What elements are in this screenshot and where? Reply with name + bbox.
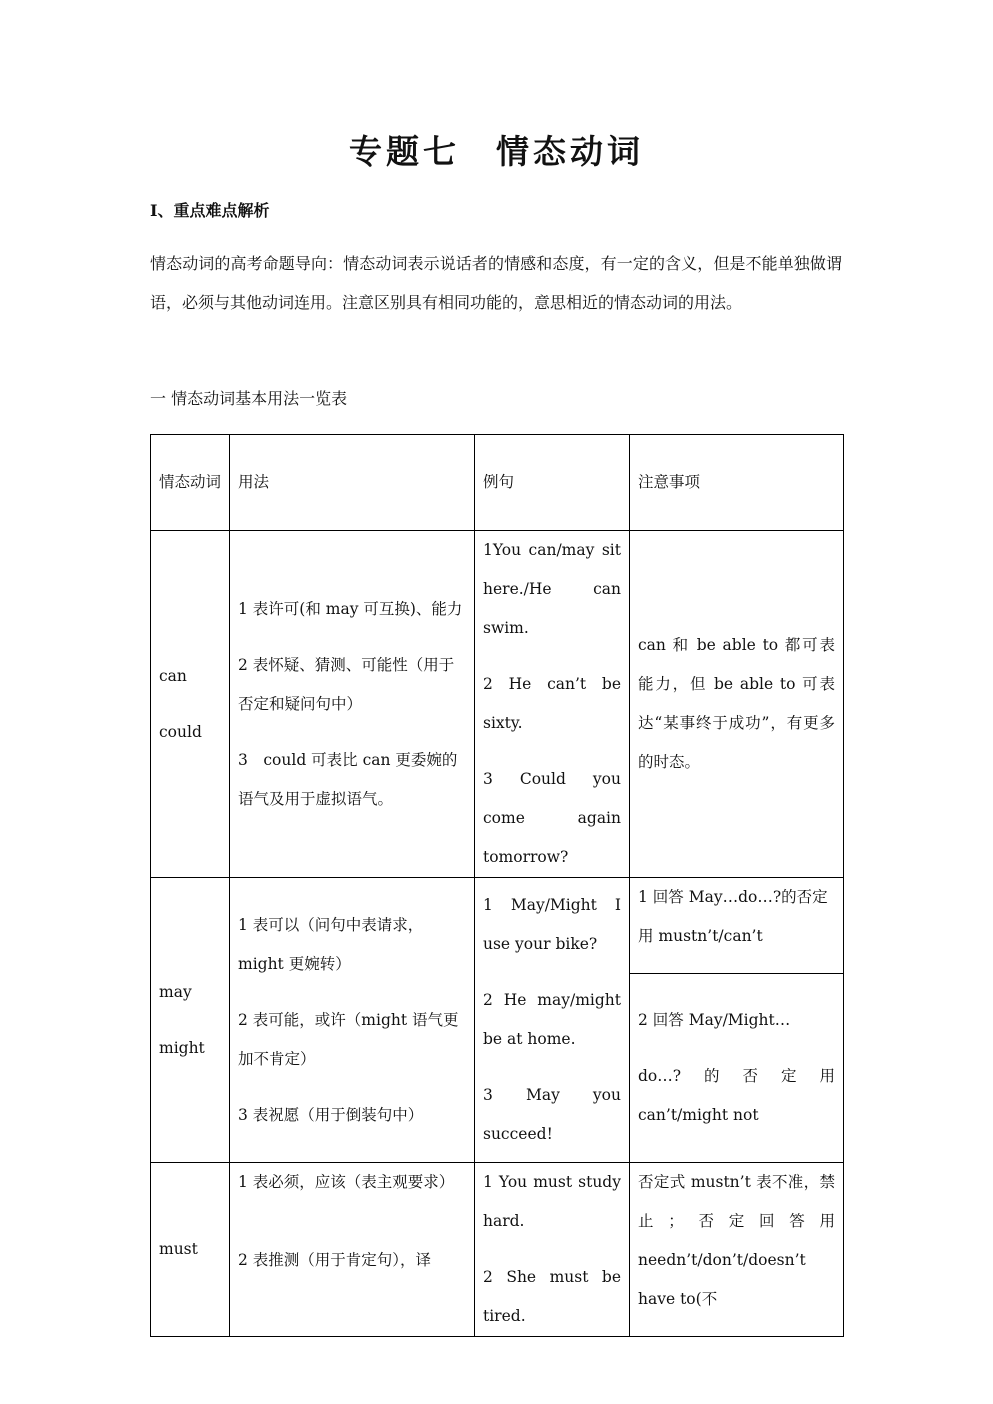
example-item: 1 You must study hard. [483,1173,621,1230]
table-header-row [151,435,844,531]
usage-item: 1 表必须，应该（表主观要求） [238,1173,455,1191]
example-item: 2 She must be tired. [483,1268,621,1325]
example-cell [475,531,630,878]
example-item: 2 He may/might be at home. [483,991,621,1048]
usage-item: 1 表可以（问句中表请求，might 更婉转） [238,915,424,973]
example-item: 1You can/may sit here./He can swim. [483,541,621,637]
verb: might [159,1038,205,1057]
verb-cell [151,878,230,1163]
verb: must [159,1240,198,1258]
note-cell [630,878,844,974]
verb: may [159,982,192,1001]
note-cell [630,1163,844,1337]
example-item: 2 He can’t be sixty. [483,675,621,732]
note-item: can 和 be able to 都可表能力，但 be able to 可表达“某事终于成功”，有更多的时态。 [638,636,835,771]
table-subheading: 一 情态动词基本用法一览表 [150,389,348,408]
note-item: do…?的否定用 can’t/might not [638,1067,835,1124]
usage-cell [230,1163,475,1337]
table-row [151,878,844,974]
note-item: 否定式 mustn’t 表不准，禁止；否定回答用 needn’t/don’t/doesn’t have to(不 [638,1173,835,1308]
modal-verbs-table [150,434,844,1337]
usage-item: 2 表可能，或许（might 语气更加不肯定） [238,1010,459,1068]
usage-item: 3 表祝愿（用于倒装句中） [238,1105,424,1124]
verb: can [159,666,187,685]
header-cell: 情态动词 [151,435,230,531]
usage-cell [230,878,475,1163]
verb: could [159,722,202,741]
usage-cell [230,531,475,878]
page-title: 专题七 情态动词 [349,132,644,171]
example-cell [475,1163,630,1337]
header-cell: 例句 [475,435,630,531]
note-cell [630,531,844,878]
usage-item: 2 表怀疑、猜测、可能性（用于否定和疑问句中） [238,655,455,713]
table-row [151,531,844,878]
intro-paragraph: 情态动词的高考命题导向：情态动词表示说话者的情感和态度，有一定的含义，但是不能单独做谓语，必须与其他动词连用。注意区别具有相同功能的，意思相近的情态动词的用法。 [150,254,842,312]
example-item: 1 May/Might I use your bike? [483,896,621,953]
header-cell: 注意事项 [630,435,844,531]
example-item: 3 Could you come again tomorrow? [483,770,621,866]
usage-item: 1 表许可(和 may 可互换)、能力 [238,599,463,618]
note-item: 1 回答 May…do…?的否定用 mustn’t/can’t [638,888,828,945]
verb-cell [151,1163,230,1337]
usage-item: 2 表推测（用于肯定句），译 [238,1251,432,1269]
usage-item: 3 could 可表比 can 更委婉的语气及用于虚拟语气。 [238,750,458,808]
table-row [151,1163,844,1337]
header-cell: 用法 [230,435,475,531]
example-item: 3 May you succeed! [483,1086,621,1143]
note-item: 2 回答 May/Might… [638,1011,791,1029]
verb-cell [151,531,230,878]
note-cell [630,974,844,1163]
section-heading: I、重点难点解析 [150,201,270,220]
example-cell [475,878,630,1163]
